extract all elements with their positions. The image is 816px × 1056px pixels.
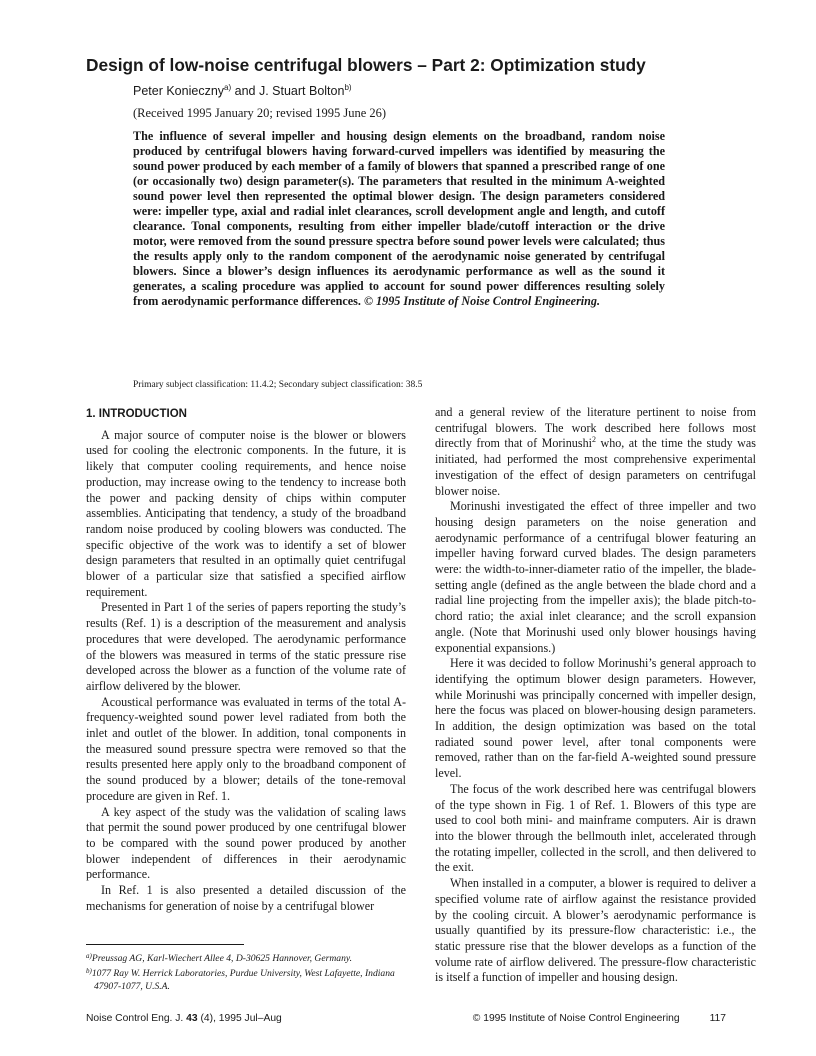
journal-name: Noise Control Eng. J. <box>86 1013 187 1024</box>
footnotes <box>86 950 408 993</box>
journal-citation <box>86 1013 282 1024</box>
body-paragraph: Here it was decided to follow Morinushi’s general approach to identifying the optimum blower design parameters. However, while Morinushi was principally concerned with impeller design, here the focus was placed on blower-housing design parameters. In addition, the design optimization was based on the total radiated sound power level, after tonal components were removed, rather than on the far-field A-weighted sound pressure level. <box>435 656 756 781</box>
page-footer-right <box>473 1013 726 1024</box>
body-paragraph: A key aspect of the study was the validation of scaling laws that permit the sound power produced by one centrifugal blower to be compared with the sound power produced by another blower independent of differences in their aerodynamic performance. <box>86 804 406 882</box>
footnote <box>86 965 408 993</box>
footnote-divider <box>86 944 244 945</box>
footnote-text: Preussag AG, Karl-Wiechert Allee 4, D-30625 Hannover, Germany. <box>91 953 352 964</box>
page-number: 117 <box>709 1013 726 1024</box>
footnote <box>86 950 408 965</box>
paper-title: Design of low-noise centrifugal blowers – Part 2: Optimization study <box>86 55 646 75</box>
body-paragraph: When installed in a computer, a blower is required to deliver a specified volume rate of airflow against the resistance provided by the cooling circuit. A blower’s aerodynamic performance is usually quantified by its pressure-flow characteristic: i.e., the static pressure rise that the blower develops as a function of the volume rate of airflow delivered. The pressure-flow characteristic is itself a function of impeller and housing design. <box>435 876 756 985</box>
section-heading: 1. INTRODUCTION <box>86 408 187 420</box>
body-paragraph: The focus of the work described here was centrifugal blowers of the type shown in Fig. 1 of Ref. 1. Blowers of this type are used to cool both mini- and mainframe computers. Air is drawn into the blower through the bellmouth inlet, accelerated through the rotating impeller, collected in the scroll, and then delivered to the exit. <box>435 781 756 875</box>
footer-copyright: © 1995 Institute of Noise Control Engineering <box>472 1013 680 1024</box>
journal-issue: (4), 1995 Jul–Aug <box>197 1013 282 1024</box>
paragraph-text: who, at the time the study was initiated, had performed the most comprehensive experimental investigation of the effect of design parameters on centrifugal blower noise. <box>435 436 756 498</box>
right-column <box>435 405 756 986</box>
body-paragraph: In Ref. 1 is also presented a detailed discussion of the mechanisms for generation of noise by a centrifugal blower <box>86 883 406 913</box>
received-dates: (Received 1995 January 20; revised 1995 June 26) <box>133 106 387 120</box>
footnote-mark: a) <box>86 952 92 960</box>
abstract-copyright: © 1995 Institute of Noise Control Engineering. <box>363 294 601 308</box>
journal-volume: 43 <box>186 1013 198 1024</box>
paragraph-text: and a general review of the literature pertinent to noise from centrifugal blowers. The work described here follows most directly from that of Morinushi <box>435 405 756 451</box>
body-paragraph: A major source of computer noise is the blower or blowers used for cooling the electronic components. In the future, it is likely that computer cooling requirements, and hence noise production, may increase owing to the tendency to increase both the power and packing density of chips within computer assemblies. Anticipating that tendency, a study of the broadband random noise produced by cooling blowers was conducted. The specific objective of the work was to identify a set of blower design parameters that resulted in an optimally quiet centrifugal blower of a particular size that satisfied a specified airflow requirement. <box>86 427 406 599</box>
author-line <box>133 83 352 98</box>
author-conjunction: and <box>231 84 259 98</box>
author-name: J. Stuart Bolton <box>258 84 345 98</box>
body-paragraph: Presented in Part 1 of the series of papers reporting the study’s results (Ref. 1) is a description of the measurement and analysis procedures that were developed. The aerodynamic performance of the blowers was measured in terms of the static pressure rise developed across the blower as a function of the volume rate of airflow delivered by the blower. <box>86 600 406 693</box>
body-paragraph <box>435 405 756 499</box>
abstract-text: The influence of several impeller and housing design elements on the broadband, random noise produced by centrifugal blowers having forward-curved impellers was identified by measuring the sound power produced by each member of a family of blowers that spanned a prescribed range of one (or occasionally two) design parameter(s). The parameters that resulted in the minimum A-weighted sound power level then represented the optimal blower design. The design parameters considered were: impeller type, axial and radial inlet clearances, scroll development angle and length, and cutoff clearance. Tonal components, resulting from either impeller blade/cutoff interaction or the drive motor, were removed from the sound pressure spectra before sound power levels were calculated; thus the results apply only to the random component of the aerodynamic noise generated by centrifugal blowers. Since a blower’s design influences its aerodynamic performance as well as the sound it generates, a scaling procedure was applied to account for sound power differences resulting solely from aerodynamic performance differences. <box>133 129 665 308</box>
subject-classification: Primary subject classification: 11.4.2; Secondary subject classification: 38.5 <box>133 380 423 390</box>
body-paragraph: Acoustical performance was evaluated in terms of the total A-frequency-weighted sound power level radiated from both the inlet and outlet of the blower. In addition, tonal components in the measured sound pressure spectra were removed so that the results presented here apply only to the broadband component of the sound produced by a blower; details of the tone-removal procedure are given in Ref. 1. <box>86 694 406 803</box>
affiliation-mark: b) <box>344 83 352 92</box>
footnote-mark: b) <box>86 967 92 975</box>
body-paragraph: Morinushi investigated the effect of three impeller and two housing design parameters on the noise generation and aerodynamic performance of a centrifugal blower featuring an impeller having forward curved blades. The design parameters were: the width-to-inner-diameter ratio of the impeller, the blade-setting angle (defined as the angle between the blade chord and a radial line projecting from the impeller axis); the blade pitch-to-chord ratio; the axial inlet clearance; and the scroll expansion angle. (Note that Morinushi used only blower housings having exponential expansions.) <box>435 499 756 655</box>
author-name: Peter Konieczny <box>133 84 225 98</box>
affiliation-mark: a) <box>224 83 232 92</box>
left-column <box>86 405 406 915</box>
reference-mark: 2 <box>591 435 596 445</box>
abstract <box>133 129 665 309</box>
footnote-text: 1077 Ray W. Herrick Laboratories, Purdue University, West Lafayette, Indiana 47907-1077, U.S.A. <box>91 968 395 992</box>
